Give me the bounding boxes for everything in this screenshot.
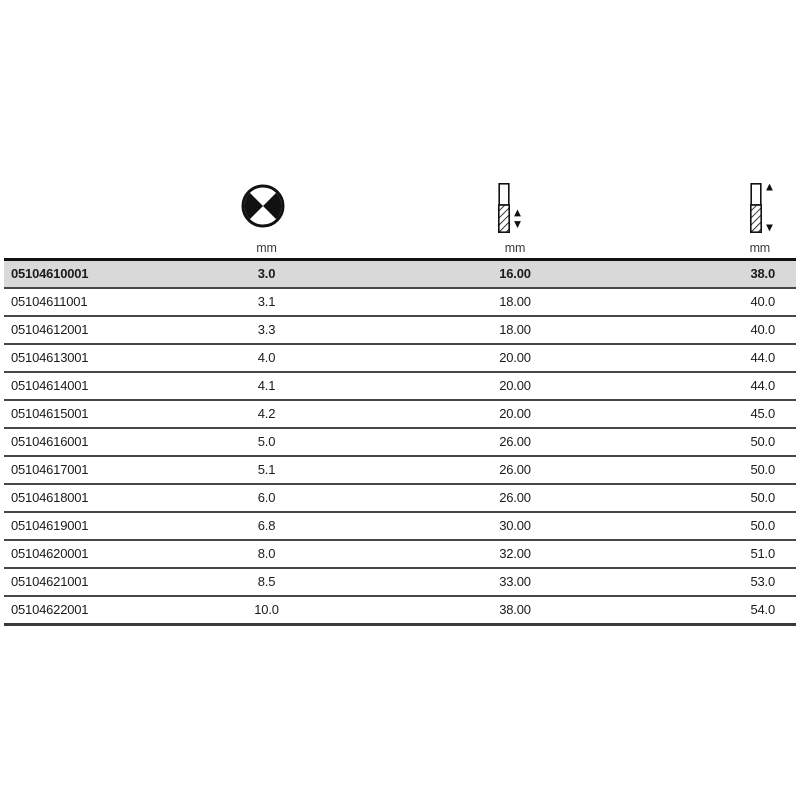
diameter-cell: 5.1 <box>257 462 276 477</box>
article-number-cell: 05104622001 <box>11 602 89 617</box>
article-header-cell <box>4 180 143 233</box>
product-spec-table <box>4 180 796 626</box>
diameter-cell: 10.0 <box>254 602 279 617</box>
diameter-cell: 4.2 <box>257 406 276 421</box>
article-unit-cell <box>4 233 143 260</box>
total-length-cell: 50.0 <box>750 462 775 477</box>
table-row <box>4 568 796 596</box>
table-row <box>4 316 796 344</box>
article-number-cell: 05104618001 <box>11 490 89 505</box>
total-length-cell: 45.0 <box>750 406 775 421</box>
table-row <box>4 540 796 568</box>
working-length-cell: 26.00 <box>499 434 531 449</box>
article-number-cell: 05104615001 <box>11 406 89 421</box>
diameter-header-cell <box>143 180 390 233</box>
article-number-cell: 05104614001 <box>11 378 89 393</box>
total-length-cell: 50.0 <box>750 434 775 449</box>
total-length-cell: 38.0 <box>750 266 775 281</box>
diameter-unit-label: mm <box>256 241 277 255</box>
diameter-cell: 8.5 <box>257 574 276 589</box>
total-length-cell: 44.0 <box>750 378 775 393</box>
table-row <box>4 344 796 372</box>
total-length-cell: 54.0 <box>750 602 775 617</box>
table-body <box>4 260 796 625</box>
diameter-cell: 5.0 <box>257 434 276 449</box>
total-length-unit-label: mm <box>749 241 770 255</box>
table-row <box>4 400 796 428</box>
article-number-cell: 05104610001 <box>11 266 89 281</box>
total-length-cell: 50.0 <box>750 518 775 533</box>
total-length-cell: 44.0 <box>750 350 775 365</box>
working-length-icon <box>498 183 522 233</box>
working-length-cell: 32.00 <box>499 546 531 561</box>
table-row <box>4 596 796 625</box>
diameter-icon <box>241 184 285 228</box>
working-length-cell: 33.00 <box>499 574 531 589</box>
table-row <box>4 428 796 456</box>
diameter-cell: 4.1 <box>257 378 276 393</box>
working-length-cell: 26.00 <box>499 462 531 477</box>
total-length-header-cell <box>640 180 796 233</box>
working-length-cell: 18.00 <box>499 322 531 337</box>
working-length-cell: 20.00 <box>499 350 531 365</box>
working-length-unit-label: mm <box>504 241 526 255</box>
article-number-cell: 05104612001 <box>11 322 89 337</box>
total-length-cell: 40.0 <box>750 322 775 337</box>
total-length-cell: 50.0 <box>750 490 775 505</box>
product-spec-sheet <box>4 180 796 626</box>
table-header <box>4 180 796 260</box>
article-number-cell: 05104617001 <box>11 462 89 477</box>
table-row <box>4 484 796 512</box>
total-length-cell: 53.0 <box>750 574 775 589</box>
diameter-cell: 8.0 <box>257 546 276 561</box>
diameter-cell: 3.1 <box>257 294 276 309</box>
working-length-cell: 20.00 <box>499 406 531 421</box>
table-row <box>4 512 796 540</box>
article-number-cell: 05104620001 <box>11 546 89 561</box>
table-row <box>4 372 796 400</box>
working-length-header-cell <box>390 180 640 233</box>
diameter-cell: 3.3 <box>257 322 276 337</box>
total-length-icon <box>750 183 774 233</box>
working-length-cell: 20.00 <box>499 378 531 393</box>
article-number-cell: 05104616001 <box>11 434 89 449</box>
diameter-cell: 3.0 <box>257 266 276 281</box>
working-length-cell: 38.00 <box>499 602 531 617</box>
article-number-cell: 05104619001 <box>11 518 89 533</box>
working-length-cell: 16.00 <box>499 266 531 281</box>
diameter-cell: 6.8 <box>257 518 276 533</box>
working-length-cell: 18.00 <box>499 294 531 309</box>
table-row <box>4 288 796 316</box>
table-row <box>4 260 796 289</box>
total-length-cell: 51.0 <box>750 546 775 561</box>
total-length-cell: 40.0 <box>750 294 775 309</box>
article-number-cell: 05104621001 <box>11 574 89 589</box>
diameter-cell: 6.0 <box>257 490 276 505</box>
header-units-row <box>4 233 796 260</box>
diameter-cell: 4.0 <box>257 350 276 365</box>
working-length-cell: 30.00 <box>499 518 531 533</box>
working-length-cell: 26.00 <box>499 490 531 505</box>
header-icons-row <box>4 180 796 233</box>
article-number-cell: 05104611001 <box>11 294 88 309</box>
table-row <box>4 456 796 484</box>
article-number-cell: 05104613001 <box>11 350 89 365</box>
